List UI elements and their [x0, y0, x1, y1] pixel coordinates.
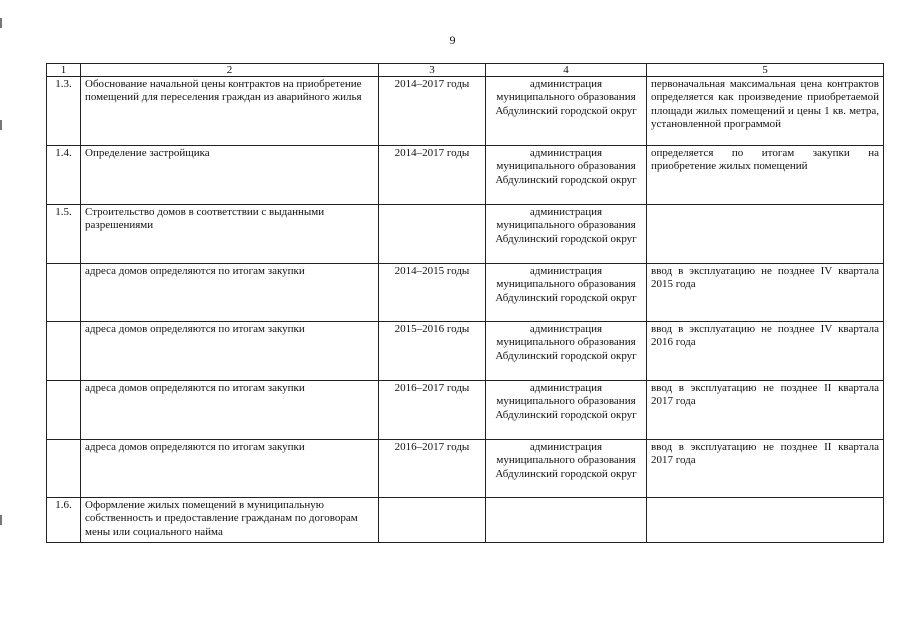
row-executor: администрация муниципального образования Абдулинский городской округ [486, 146, 647, 205]
scan-edge-mark [0, 515, 2, 525]
row-period [379, 498, 486, 543]
row-executor: администрация муниципального образования Абдулинский городской округ [486, 322, 647, 381]
row-number [47, 440, 81, 498]
row-executor: администрация муниципального образования Абдулинский городской округ [486, 440, 647, 498]
row-period [379, 205, 486, 264]
row-activity: Оформление жилых помещений в муниципальную собственность и предоставление гражданам по договорам мены или социального найма [81, 498, 379, 543]
table-row [47, 77, 884, 146]
row-note [647, 205, 884, 264]
table-row [47, 146, 884, 205]
table-row [47, 440, 884, 498]
scan-edge-mark [0, 120, 2, 130]
row-period: 2016–2017 годы [379, 440, 486, 498]
row-number [47, 322, 81, 381]
row-activity: адреса домов определяются по итогам закупки [81, 322, 379, 381]
row-number: 1.6. [47, 498, 81, 543]
row-number: 1.4. [47, 146, 81, 205]
row-note: определяется по итогам закупки на приобретение жилых помещений [647, 146, 884, 205]
row-period: 2014–2017 годы [379, 146, 486, 205]
row-number [47, 381, 81, 440]
row-executor: администрация муниципального образования Абдулинский городской округ [486, 264, 647, 322]
row-note: ввод в эксплуатацию не позднее IV квартала 2016 года [647, 322, 884, 381]
header-cell-4: 4 [486, 64, 647, 77]
row-number: 1.3. [47, 77, 81, 146]
row-executor: администрация муниципального образования Абдулинский городской округ [486, 77, 647, 146]
page-number: 9 [449, 33, 456, 47]
row-activity: Обоснование начальной цены контрактов на приобретение помещений для переселения граждан из аварийного жилья [81, 77, 379, 146]
row-period: 2014–2015 годы [379, 264, 486, 322]
table-row [47, 322, 884, 381]
row-activity: адреса домов определяются по итогам закупки [81, 264, 379, 322]
row-note [647, 498, 884, 543]
table-row [47, 381, 884, 440]
row-activity: адреса домов определяются по итогам закупки [81, 381, 379, 440]
header-cell-2: 2 [81, 64, 379, 77]
row-period: 2015–2016 годы [379, 322, 486, 381]
row-note: первоначальная максимальная цена контрактов определяется как произведение приобретаемой площади жилых помещений и цены 1 кв. метра, установленной программой [647, 77, 884, 146]
table-row [47, 205, 884, 264]
header-cell-5: 5 [647, 64, 884, 77]
table-row [47, 498, 884, 543]
row-note: ввод в эксплуатацию не позднее II квартала 2017 года [647, 381, 884, 440]
row-number: 1.5. [47, 205, 81, 264]
row-period: 2016–2017 годы [379, 381, 486, 440]
header-cell-3: 3 [379, 64, 486, 77]
row-activity: адреса домов определяются по итогам закупки [81, 440, 379, 498]
row-executor: администрация муниципального образования Абдулинский городской округ [486, 381, 647, 440]
row-note: ввод в эксплуатацию не позднее IV квартала 2015 года [647, 264, 884, 322]
row-executor [486, 498, 647, 543]
row-period: 2014–2017 годы [379, 77, 486, 146]
scan-edge-mark [0, 18, 2, 28]
row-number [47, 264, 81, 322]
row-executor: администрация муниципального образования Абдулинский городской округ [486, 205, 647, 264]
row-note: ввод в эксплуатацию не позднее II квартала 2017 года [647, 440, 884, 498]
table-header-row [47, 64, 884, 77]
header-cell-1: 1 [47, 64, 81, 77]
program-table [46, 63, 884, 543]
table-row [47, 264, 884, 322]
row-activity: Определение застройщика [81, 146, 379, 205]
row-activity: Строительство домов в соответствии с выданными разрешениями [81, 205, 379, 264]
